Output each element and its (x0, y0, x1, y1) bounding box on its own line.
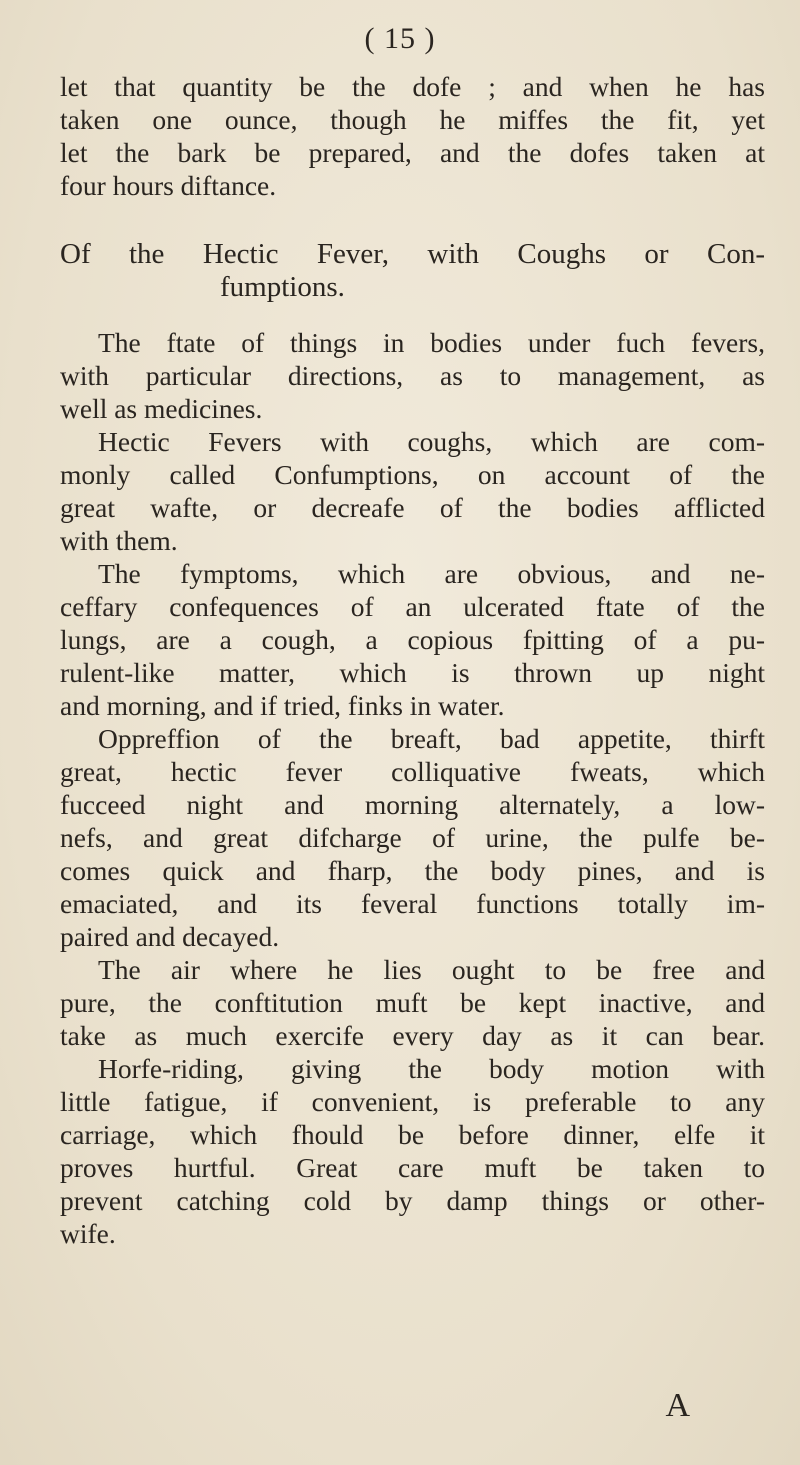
text-line: fucceed night and morning alternately, a low- (60, 789, 765, 820)
paragraph (60, 953, 765, 1250)
text-line: ceffary confequences of an ulcerated ftate of the (60, 591, 765, 622)
page-number: ( 15 ) (364, 22, 436, 55)
text-line: The air where he lies ought to be free and (98, 954, 765, 985)
text-line: paired and decayed. (60, 921, 280, 952)
paragraph (60, 326, 765, 425)
paragraph-continuation (60, 70, 765, 202)
text-line: Horfe-riding, giving the body motion with (98, 1053, 765, 1084)
text-line: great wafte, or decreafe of the bodies afflicted (60, 492, 765, 523)
text-line: little fatigue, if convenient, is preferable to any (60, 1086, 765, 1117)
text-line: carriage, which fhould be before dinner, elfe it (60, 1119, 765, 1150)
text-line: with particular directions, as to management, as (60, 360, 765, 391)
text-line: four hours diftance. (60, 170, 277, 201)
text-line: nefs, and great difcharge of urine, the pulfe be- (60, 822, 765, 853)
text-line: prevent catching cold by damp things or other- (60, 1185, 765, 1216)
catchword: A (665, 1387, 690, 1424)
text-line: pure, the conftitution muft be kept inactive, and (60, 987, 765, 1018)
text-line: emaciated, and its feveral functions totally im- (60, 888, 765, 919)
text-line: let that quantity be the dofe ; and when he has (60, 71, 765, 102)
text-line: The ftate of things in bodies under fuch fevers, (98, 327, 765, 358)
text-line: taken one ounce, though he miffes the fit, yet (60, 104, 765, 135)
text-line: well as medicines. (60, 393, 263, 424)
heading-line: Of the Hectic Fever, with Coughs or Con- (60, 238, 765, 270)
body-text (60, 70, 765, 1250)
text-line: Hectic Fevers with coughs, which are com- (98, 426, 765, 457)
text-line: The fymptoms, which are obvious, and ne- (98, 558, 765, 589)
section-heading (60, 238, 765, 304)
paragraph (60, 557, 765, 953)
text-line: and morning, and if tried, finks in water. (60, 690, 505, 721)
text-line: with them. (60, 525, 178, 556)
heading-line: fumptions. (220, 271, 345, 303)
text-line: great, hectic fever colliquative fweats, which (60, 756, 765, 787)
text-line: Oppreffion of the breaft, bad appetite, thirft (98, 723, 765, 754)
text-line: take as much exercife every day as it can bear. (60, 1020, 765, 1051)
text-line: monly called Confumptions, on account of the (60, 459, 765, 490)
text-line: let the bark be prepared, and the dofes taken at (60, 137, 765, 168)
text-line: rulent-like matter, which is thrown up night (60, 657, 765, 688)
text-line: lungs, are a cough, a copious fpitting of a pu- (60, 624, 765, 655)
text-line: comes quick and fharp, the body pines, and is (60, 855, 765, 886)
text-line: wife. (60, 1218, 116, 1249)
paragraph (60, 425, 765, 557)
text-line: proves hurtful. Great care muft be taken to (60, 1152, 765, 1183)
